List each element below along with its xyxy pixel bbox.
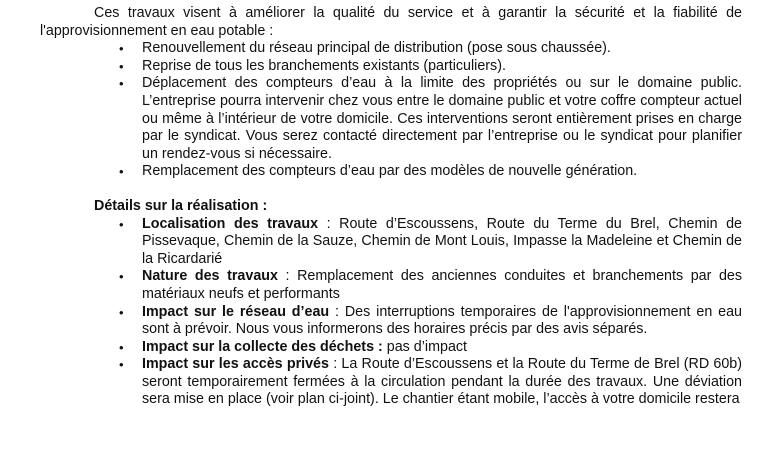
bullet-icon: • [119,357,124,373]
detail-text: Des interruptions temporaires de l'approvisionnement en eau sont à prévoir. Nous vous informerons des horaires précis par des avis séparés. [142,303,742,338]
bullet-icon: • [119,304,124,320]
list-item [40,339,742,357]
list-item [40,268,742,303]
detail-label: Nature des travaux [142,268,278,285]
list-item [40,58,742,76]
list-item-text: Remplacement des compteurs d’eau par des modèles de nouvelle génération. [142,163,638,180]
detail-separator: : [328,356,342,373]
details-list [40,216,742,410]
bullet-icon: • [119,41,124,57]
detail-text: pas d’impact [386,338,468,355]
detail-label: Impact sur la collecte des déchets : [142,338,383,355]
bullet-icon: • [119,339,124,355]
detail-label: Localisation des travaux [142,215,319,232]
details-heading: Détails sur la réalisation : [94,197,268,214]
detail-separator: : [318,215,340,232]
works-list [40,40,742,181]
bullet-icon: • [119,269,124,285]
list-item [40,75,742,163]
bullet-icon: • [119,58,124,74]
bullet-icon: • [119,76,124,92]
detail-label: Impact sur le réseau d’eau [142,303,330,320]
list-item [40,40,742,58]
list-item-text: Déplacement des compteurs d’eau à la limite des propriétés ou sur le domaine public. L’entreprise pourra intervenir chez vous entre le domaine public et votre coffre compteur actuel ou même à l’intérieur de votre domicile. Ces interventions seront entièrement prises en charge par le syndicat. Vous serez contacté directement par l’entreprise ou le syndicat pour planifier un rendez-vous si nécessaire. [142,75,742,162]
bullet-icon: • [119,164,124,180]
list-item-text: Renouvellement du réseau principal de distribution (pose sous chaussée). [142,40,611,57]
detail-text: Route d’Escoussens, Route du Terme du Brel, Chemin de Pissevaque, Chemin de la Sauze, Chemin de Mont Louis, Impasse la Madeleine et Chemin de la Ricardarié [142,215,742,267]
document-page [40,5,742,409]
list-item [40,163,742,181]
list-item [40,356,742,409]
intro-paragraph: Ces travaux visent à améliorer la qualité du service et à garantir la sécurité et la fiabilité de l'approvisionnement en eau potable : [40,5,742,39]
bullet-icon: • [119,216,124,232]
detail-separator: : [277,268,298,285]
list-item-text: Reprise de tous les branchements existants (particuliers). [142,57,506,74]
detail-separator: : [329,303,345,320]
list-item [40,304,742,339]
detail-text: La Route d’Escoussens et la Route du Terme de Brel (RD 60b) seront temporairement fermées à la circulation pendant la durée des travaux. Une déviation sera mise en place (voir plan ci-joint). Le chantier étant mobile, l’accès à votre domicile restera [142,356,742,408]
detail-text: Remplacement des anciennes conduites et branchements par des matériaux neufs et performants [142,268,742,302]
list-item [40,216,742,269]
detail-label: Impact sur les accès privés [142,356,329,373]
